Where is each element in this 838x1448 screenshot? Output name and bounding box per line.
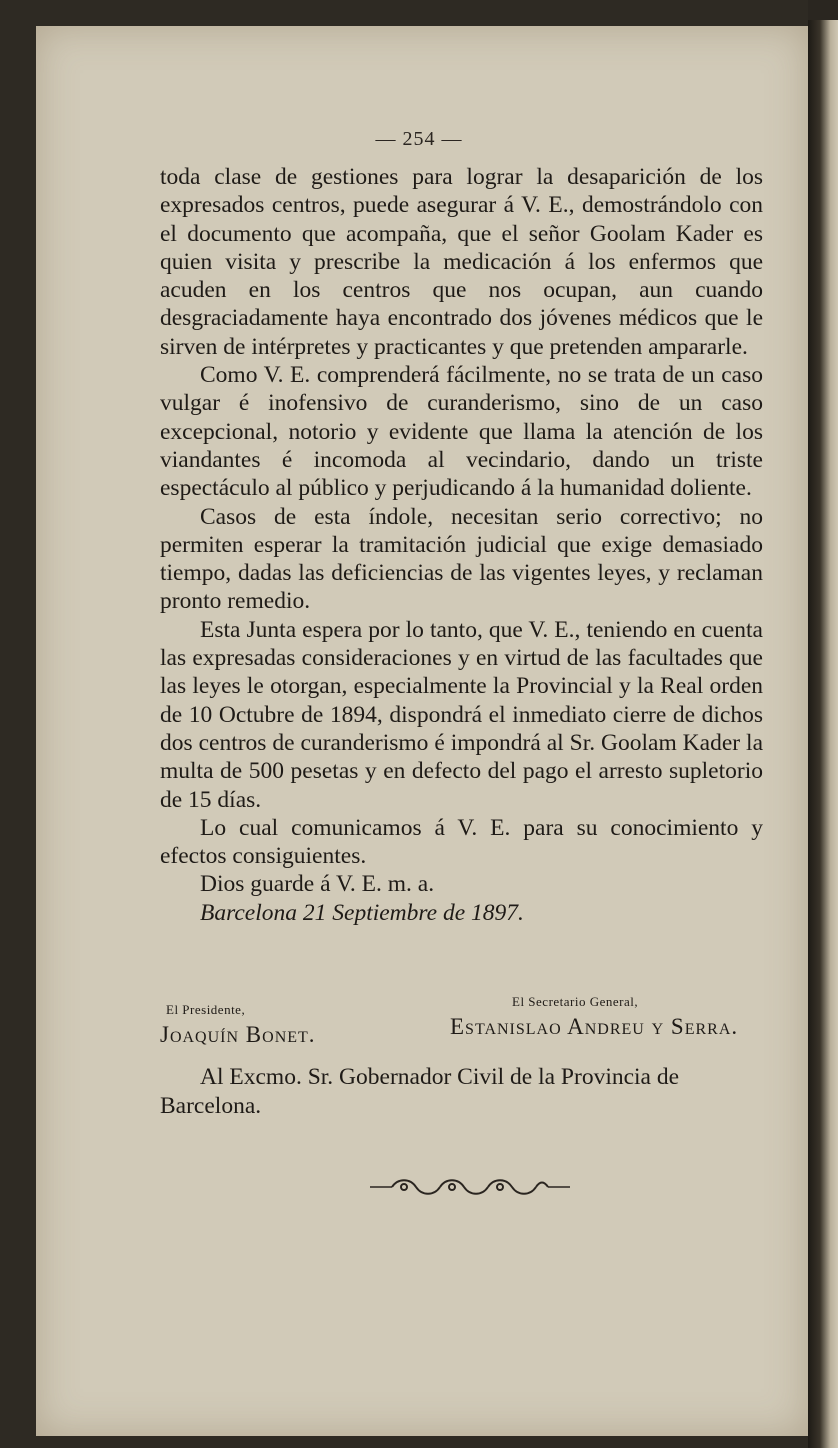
place-date: Barcelona 21 Septiembre de 1897. (200, 899, 524, 926)
paragraph-2: Como V. E. comprenderá fácilmente, no se trata de un caso vulgar é inofensivo de curanderismo, sino de un caso excepcional, notorio y evidente que llama la atención de los viandantes é incomoda al vecindario, dando un triste espectáculo al público y perjudicando á la humanidad doliente. (160, 362, 763, 502)
president-title: El Presidente, (166, 1002, 246, 1017)
secretary-name: Estanislao Andreu y Serra. (450, 1014, 739, 1039)
addressee-line-2: Barcelona. (160, 1093, 262, 1119)
secretary-title: El Secretario General, (512, 994, 639, 1009)
addressee-line-1: Al Excmo. Sr. Gobernador Civil de la Provincia de (200, 1064, 680, 1090)
paragraph-3: Casos de esta índole, necesitan serio correctivo; no permiten esperar la tramitación judicial que exige demasiado tiempo, dadas las deficiencias de las vigentes leyes, y reclaman pronto remedio. (160, 503, 763, 615)
paragraph-1: toda clase de gestiones para lograr la desaparición de los expresados centros, puede asegurar á V. E., demostrándolo con el documento que acompaña, que el señor Goolam Kader es quien visita y prescribe la medicación á los enfermos que acuden en los centros que nos ocupan, aun cuando desgraciadamente haya encontrado dos jóvenes médicos que le sirven de intérpretes y practicantes y que pretenden ampararle. (160, 164, 763, 360)
president-name: Joaquín Bonet. (160, 1022, 316, 1047)
book-spine (808, 20, 838, 1448)
salutation: Dios guarde á V. E. m. a. (200, 871, 435, 898)
body-text (160, 163, 763, 927)
paragraph-5: Lo cual comunicamos á V. E. para su conocimiento y efectos consiguientes. (160, 814, 763, 870)
signature-block (160, 992, 770, 1052)
addressee (160, 1063, 765, 1121)
page-number: — 254 — (375, 128, 463, 150)
ornament-divider-icon (370, 1176, 570, 1198)
paragraph-4: Esta Junta espera por lo tanto, que V. E., teniendo en cuenta las expresadas consideraciones y en virtud de las facultades que las leyes le otorgan, especialmente la Provincial y la Real orden de 10 Octubre de 1894, dispondrá el inmediato cierre de dichos dos centros de curanderismo é impondrá al Sr. Goolam Kader la multa de 500 pesetas y en defecto del pago el arresto supletorio de 15 días. (160, 616, 763, 813)
